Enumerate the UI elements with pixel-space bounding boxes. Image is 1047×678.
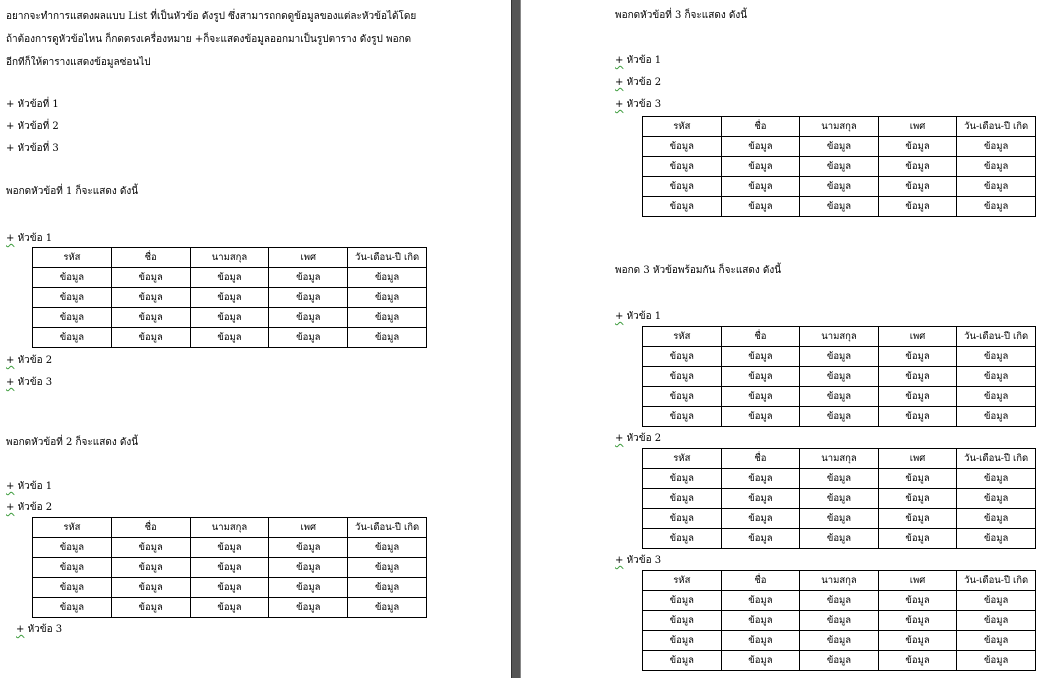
table-row	[643, 509, 1036, 529]
table-row	[33, 598, 427, 618]
expander-topic-1[interactable]	[6, 233, 52, 245]
table-cell: ข้อมูล	[643, 157, 722, 177]
column-header-gender: เพศ	[878, 571, 957, 591]
table-row	[643, 489, 1036, 509]
table-cell: ข้อมูล	[878, 529, 957, 549]
table-row	[33, 268, 427, 288]
table-cell: ข้อมูล	[269, 328, 348, 348]
table-cell: ข้อมูล	[190, 288, 269, 308]
expand-toggle-icon[interactable]: +	[615, 55, 624, 66]
table-cell: ข้อมูล	[269, 308, 348, 328]
table-cell: ข้อมูล	[957, 529, 1036, 549]
table-cell: ข้อมูล	[721, 469, 800, 489]
list-item: + หัวข้อที่ 3	[6, 143, 59, 154]
column-header-birthdate: วัน-เดือน-ปี เกิด	[957, 449, 1036, 469]
column-header-surname: นามสกุล	[800, 327, 879, 347]
table-cell: ข้อมูล	[800, 137, 879, 157]
table-cell: ข้อมูล	[957, 631, 1036, 651]
table-cell: ข้อมูล	[878, 611, 957, 631]
table-cell: ข้อมูล	[643, 651, 722, 671]
expand-toggle-icon[interactable]: +	[16, 624, 25, 635]
table-cell: ข้อมูล	[800, 387, 879, 407]
table-cell: ข้อมูล	[878, 137, 957, 157]
column-header-gender: เพศ	[878, 117, 957, 137]
table-cell: ข้อมูล	[721, 407, 800, 427]
topic-label: หัวข้อ 2	[17, 355, 53, 366]
table-cell: ข้อมูล	[800, 177, 879, 197]
data-table	[642, 326, 1036, 427]
expander-topic-3[interactable]	[615, 99, 661, 111]
topic-label: หัวข้อ 1	[626, 311, 662, 322]
table-cell: ข้อมูล	[957, 489, 1036, 509]
table-cell: ข้อมูล	[957, 509, 1036, 529]
expand-toggle-icon[interactable]: +	[6, 377, 15, 388]
page-divider	[511, 0, 521, 678]
table-cell: ข้อมูล	[643, 611, 722, 631]
column-header-gender: เพศ	[878, 449, 957, 469]
table-cell: ข้อมูล	[878, 387, 957, 407]
column-header-gender: เพศ	[269, 248, 348, 268]
table-row	[643, 611, 1036, 631]
column-header-gender: เพศ	[878, 327, 957, 347]
table-cell: ข้อมูล	[348, 578, 427, 598]
table-cell: ข้อมูล	[348, 538, 427, 558]
expand-toggle-icon[interactable]: +	[6, 233, 15, 244]
expand-toggle-icon[interactable]: +	[6, 481, 15, 492]
table-cell: ข้อมูล	[643, 509, 722, 529]
expand-toggle-icon[interactable]: +	[6, 355, 15, 366]
column-header-name: ชื่อ	[721, 117, 800, 137]
table-cell: ข้อมูล	[878, 347, 957, 367]
expander-topic-1[interactable]	[615, 311, 661, 323]
table-cell: ข้อมูล	[643, 177, 722, 197]
table-cell: ข้อมูล	[33, 288, 112, 308]
section-heading: พอกดหัวข้อที่ 3 ก็จะแสดง ดังนี้	[615, 10, 748, 21]
table-cell: ข้อมูล	[800, 197, 879, 217]
table-row	[33, 308, 427, 328]
table-cell: ข้อมูล	[190, 598, 269, 618]
table-cell: ข้อมูล	[957, 469, 1036, 489]
column-header-surname: นามสกุล	[190, 518, 269, 538]
column-header-code: รหัส	[643, 117, 722, 137]
table-cell: ข้อมูล	[269, 268, 348, 288]
expander-topic-1[interactable]	[615, 55, 661, 67]
topic-label: หัวข้อ 3	[27, 624, 63, 635]
table-cell: ข้อมูล	[878, 591, 957, 611]
table-cell: ข้อมูล	[957, 367, 1036, 387]
topic-label: หัวข้อ 1	[626, 55, 662, 66]
table-cell: ข้อมูล	[111, 578, 190, 598]
table-cell: ข้อมูล	[348, 268, 427, 288]
table-row	[33, 288, 427, 308]
table-cell: ข้อมูล	[721, 197, 800, 217]
table-cell: ข้อมูล	[957, 591, 1036, 611]
table-cell: ข้อมูล	[878, 197, 957, 217]
topic-label: หัวข้อ 3	[17, 377, 53, 388]
document-page-right	[521, 0, 1047, 678]
table-cell: ข้อมูล	[878, 509, 957, 529]
data-table	[642, 116, 1036, 217]
column-header-name: ชื่อ	[721, 327, 800, 347]
table-cell: ข้อมูล	[348, 308, 427, 328]
table-cell: ข้อมูล	[721, 591, 800, 611]
column-header-name: ชื่อ	[721, 449, 800, 469]
table-cell: ข้อมูล	[269, 288, 348, 308]
column-header-name: ชื่อ	[721, 571, 800, 591]
table-cell: ข้อมูล	[643, 489, 722, 509]
table-cell: ข้อมูล	[878, 177, 957, 197]
expand-toggle-icon[interactable]: +	[615, 555, 624, 566]
expand-toggle-icon[interactable]: +	[615, 311, 624, 322]
topic-label: หัวข้อ 2	[17, 502, 53, 513]
intro-line: ถ้าต้องการดูหัวข้อไหน ก็กดตรงเครื่องหมาย +ก็จะแสดงข้อมูลออกมาเป็นรูปตาราง ดังรูป พอกด	[6, 34, 412, 45]
table-row	[643, 347, 1036, 367]
table-cell: ข้อมูล	[721, 387, 800, 407]
expander-topic-1[interactable]	[6, 481, 52, 493]
table-row	[643, 387, 1036, 407]
table-cell: ข้อมูล	[721, 367, 800, 387]
table-cell: ข้อมูล	[33, 308, 112, 328]
table-row	[643, 197, 1036, 217]
table-cell: ข้อมูล	[111, 328, 190, 348]
expand-toggle-icon[interactable]: +	[615, 77, 624, 88]
table-row	[643, 157, 1036, 177]
column-header-surname: นามสกุล	[800, 449, 879, 469]
expander-topic-3[interactable]	[6, 377, 52, 389]
table-cell: ข้อมูล	[33, 538, 112, 558]
table-cell: ข้อมูล	[878, 631, 957, 651]
column-header-birthdate: วัน-เดือน-ปี เกิด	[957, 571, 1036, 591]
table-row	[643, 137, 1036, 157]
data-table	[642, 570, 1036, 671]
table-row	[643, 469, 1036, 489]
table-cell: ข้อมูล	[111, 268, 190, 288]
topic-label: หัวข้อ 2	[626, 433, 662, 444]
table-cell: ข้อมูล	[348, 288, 427, 308]
table-cell: ข้อมูล	[33, 268, 112, 288]
list-item: + หัวข้อที่ 1	[6, 99, 59, 110]
table-cell: ข้อมูล	[721, 611, 800, 631]
table-row	[643, 407, 1036, 427]
table-cell: ข้อมูล	[33, 578, 112, 598]
table-cell: ข้อมูล	[800, 529, 879, 549]
table-cell: ข้อมูล	[957, 407, 1036, 427]
table-header-row	[643, 571, 1036, 591]
table-cell: ข้อมูล	[111, 288, 190, 308]
table-cell: ข้อมูล	[643, 387, 722, 407]
table-cell: ข้อมูล	[721, 509, 800, 529]
section-heading: พอกด 3 หัวข้อพร้อมกัน ก็จะแสดง ดังนี้	[615, 265, 782, 276]
table-cell: ข้อมูล	[800, 367, 879, 387]
table-cell: ข้อมูล	[111, 558, 190, 578]
table-cell: ข้อมูล	[348, 558, 427, 578]
table-row	[643, 177, 1036, 197]
table-cell: ข้อมูล	[643, 367, 722, 387]
table-cell: ข้อมูล	[800, 611, 879, 631]
topic-label: หัวข้อ 3	[626, 99, 662, 110]
intro-line: อีกทีก็ให้ตารางแสดงข้อมูลซ่อนไป	[6, 57, 151, 68]
table-cell: ข้อมูล	[800, 347, 879, 367]
column-header-surname: นามสกุล	[800, 571, 879, 591]
column-header-code: รหัส	[643, 571, 722, 591]
table-cell: ข้อมูล	[190, 328, 269, 348]
expander-topic-3[interactable]	[615, 555, 661, 567]
table-cell: ข้อมูล	[800, 509, 879, 529]
list-item: + หัวข้อที่ 2	[6, 121, 59, 132]
table-cell: ข้อมูล	[878, 651, 957, 671]
column-header-birthdate: วัน-เดือน-ปี เกิด	[957, 117, 1036, 137]
table-cell: ข้อมูล	[878, 367, 957, 387]
column-header-surname: นามสกุล	[800, 117, 879, 137]
table-cell: ข้อมูล	[800, 489, 879, 509]
table-cell: ข้อมูล	[269, 598, 348, 618]
section-heading: พอกดหัวข้อที่ 2 ก็จะแสดง ดังนี้	[6, 437, 139, 448]
table-row	[643, 631, 1036, 651]
data-table	[642, 448, 1036, 549]
topic-label: หัวข้อ 3	[626, 555, 662, 566]
table-row	[643, 367, 1036, 387]
table-cell: ข้อมูล	[957, 387, 1036, 407]
column-header-code: รหัส	[33, 518, 112, 538]
table-cell: ข้อมูล	[269, 538, 348, 558]
table-cell: ข้อมูล	[33, 328, 112, 348]
expander-topic-2[interactable]	[6, 502, 52, 514]
table-cell: ข้อมูล	[643, 197, 722, 217]
expand-toggle-icon[interactable]: +	[6, 502, 15, 513]
table-cell: ข้อมูล	[800, 157, 879, 177]
table-cell: ข้อมูล	[721, 529, 800, 549]
table-cell: ข้อมูล	[721, 157, 800, 177]
table-row	[33, 558, 427, 578]
table-row	[643, 651, 1036, 671]
expander-topic-2[interactable]	[6, 355, 52, 367]
table-cell: ข้อมูล	[643, 137, 722, 157]
table-cell: ข้อมูล	[269, 558, 348, 578]
table-cell: ข้อมูล	[111, 538, 190, 558]
column-header-code: รหัส	[643, 449, 722, 469]
intro-paragraph	[6, 10, 416, 79]
column-header-birthdate: วัน-เดือน-ปี เกิด	[348, 518, 427, 538]
table-cell: ข้อมูล	[190, 578, 269, 598]
table-cell: ข้อมูล	[721, 651, 800, 671]
topic-label: หัวข้อ 2	[626, 77, 662, 88]
table-row	[33, 328, 427, 348]
table-cell: ข้อมูล	[878, 407, 957, 427]
expander-topic-2[interactable]	[615, 433, 661, 445]
document-page-left	[0, 0, 511, 678]
table-cell: ข้อมูล	[348, 598, 427, 618]
intro-line: อยากจะทำการแสดงผลแบบ List ที่เป็นหัวข้อ ดังรูป ซึ่งสามารถกดดูข้อมูลของแต่ละหัวข้อได้โดย	[6, 11, 417, 22]
table-cell: ข้อมูล	[33, 558, 112, 578]
table-cell: ข้อมูล	[957, 137, 1036, 157]
table-cell: ข้อมูล	[721, 177, 800, 197]
table-row	[33, 538, 427, 558]
data-table	[32, 517, 427, 618]
table-cell: ข้อมูล	[721, 137, 800, 157]
table-row	[33, 578, 427, 598]
topic-label: หัวข้อ 1	[17, 233, 53, 244]
table-cell: ข้อมูล	[721, 347, 800, 367]
table-cell: ข้อมูล	[190, 268, 269, 288]
table-cell: ข้อมูล	[643, 591, 722, 611]
table-cell: ข้อมูล	[190, 308, 269, 328]
table-cell: ข้อมูล	[721, 631, 800, 651]
expander-topic-2[interactable]	[615, 77, 661, 89]
table-cell: ข้อมูล	[957, 197, 1036, 217]
table-cell: ข้อมูล	[800, 591, 879, 611]
column-header-birthdate: วัน-เดือน-ปี เกิด	[957, 327, 1036, 347]
table-cell: ข้อมูล	[190, 538, 269, 558]
table-header-row	[33, 518, 427, 538]
data-table	[32, 247, 427, 348]
table-cell: ข้อมูล	[800, 631, 879, 651]
column-header-code: รหัส	[33, 248, 112, 268]
table-cell: ข้อมูล	[33, 598, 112, 618]
table-cell: ข้อมูล	[643, 407, 722, 427]
table-cell: ข้อมูล	[643, 529, 722, 549]
table-cell: ข้อมูล	[643, 469, 722, 489]
expander-topic-3[interactable]	[16, 624, 62, 636]
table-cell: ข้อมูล	[111, 308, 190, 328]
table-row	[643, 591, 1036, 611]
column-header-gender: เพศ	[269, 518, 348, 538]
table-cell: ข้อมูล	[348, 328, 427, 348]
table-cell: ข้อมูล	[721, 489, 800, 509]
table-cell: ข้อมูล	[269, 578, 348, 598]
table-cell: ข้อมูล	[957, 177, 1036, 197]
column-header-name: ชื่อ	[111, 248, 190, 268]
table-cell: ข้อมูล	[800, 407, 879, 427]
table-cell: ข้อมูล	[878, 157, 957, 177]
table-cell: ข้อมูล	[643, 631, 722, 651]
table-cell: ข้อมูล	[957, 347, 1036, 367]
table-header-row	[643, 327, 1036, 347]
table-header-row	[33, 248, 427, 268]
table-cell: ข้อมูล	[800, 469, 879, 489]
table-cell: ข้อมูล	[111, 598, 190, 618]
expand-toggle-icon[interactable]: +	[615, 433, 624, 444]
table-header-row	[643, 449, 1036, 469]
table-cell: ข้อมูล	[878, 469, 957, 489]
table-row	[643, 529, 1036, 549]
column-header-birthdate: วัน-เดือน-ปี เกิด	[348, 248, 427, 268]
column-header-surname: นามสกุล	[190, 248, 269, 268]
table-cell: ข้อมูล	[957, 157, 1036, 177]
table-header-row	[643, 117, 1036, 137]
table-cell: ข้อมูล	[957, 651, 1036, 671]
table-cell: ข้อมูล	[957, 611, 1036, 631]
table-cell: ข้อมูล	[800, 651, 879, 671]
table-cell: ข้อมูล	[190, 558, 269, 578]
table-cell: ข้อมูล	[878, 489, 957, 509]
table-cell: ข้อมูล	[643, 347, 722, 367]
section-heading: พอกดหัวข้อที่ 1 ก็จะแสดง ดังนี้	[6, 186, 139, 197]
topic-label: หัวข้อ 1	[17, 481, 53, 492]
expand-toggle-icon[interactable]: +	[615, 99, 624, 110]
column-header-code: รหัส	[643, 327, 722, 347]
column-header-name: ชื่อ	[111, 518, 190, 538]
